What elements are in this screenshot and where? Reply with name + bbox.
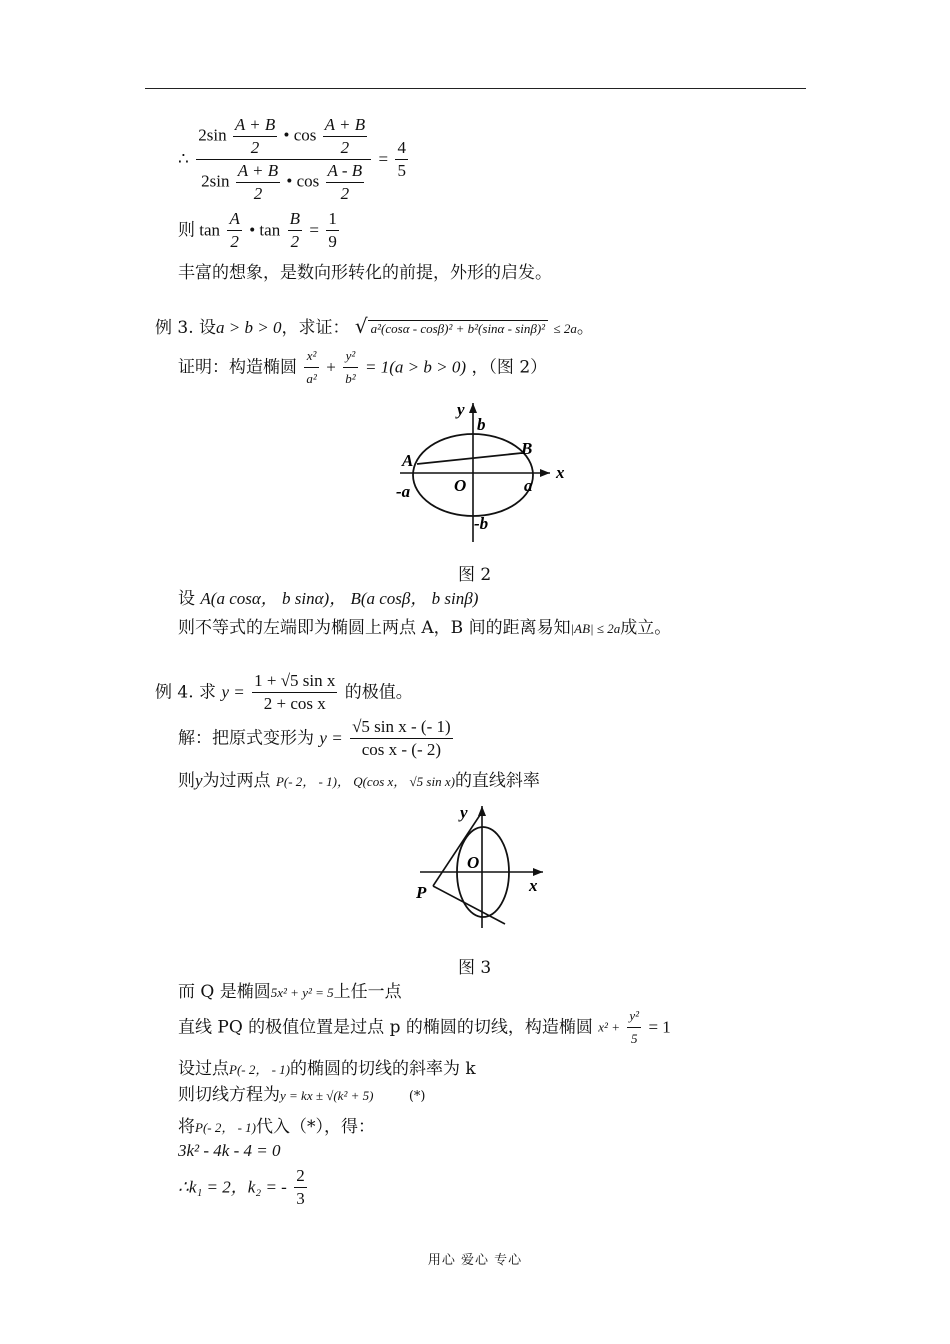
remark-text: 丰富的想象，是数向形转化的前提，外形的启发。 (178, 263, 552, 283)
concl-text: 则不等式的左端即为椭圆上两点 A，B 间的距离易知 (178, 618, 571, 638)
slope-text: 为过两点 (202, 771, 271, 791)
tangent-den: 5 (630, 1031, 638, 1046)
example3-statement (155, 315, 594, 340)
num-frac2-top: A + B (323, 114, 367, 137)
figure-2-caption: 图 2 (458, 565, 492, 585)
ex4-quadratic: 3k² - 4k - 4 = 0 (178, 1141, 281, 1160)
ex4-head: 例 4. 求 (155, 682, 217, 703)
slope-end: 的直线斜率 (454, 771, 540, 791)
tan1-den: 2 (230, 232, 239, 251)
slope-then: 则 (178, 771, 195, 791)
roots-num: 2 (294, 1165, 307, 1188)
tan2-num: B (288, 208, 302, 231)
rhs-den: 5 (397, 161, 406, 180)
y-equals: y = (319, 728, 343, 748)
fig2-point-a-label: A (402, 451, 414, 470)
fig2-neg-b-label: -b (474, 514, 489, 533)
set-text: 设过点 (178, 1059, 229, 1079)
res-den: 9 (328, 232, 337, 251)
figure-3-caption: 图 3 (458, 958, 492, 978)
then-tan: 则 tan (178, 220, 221, 240)
tangent-rhs: = 1 (648, 1017, 671, 1037)
rhs-num: 4 (395, 137, 408, 160)
q-ellipse-eq: 5x² + y² = 5 (270, 985, 334, 1000)
ex3-proof-line (178, 345, 547, 390)
ex4-q-on-ellipse (178, 981, 402, 1004)
rhs-fraction (395, 137, 408, 182)
fig3-origin-label: O (467, 853, 480, 872)
num-frac1-top: A + B (233, 114, 277, 137)
roots-den: 3 (296, 1189, 305, 1208)
example4-statement (155, 670, 413, 715)
den-frac2-top: A - B (326, 160, 365, 183)
equals-sign: = (378, 149, 389, 169)
set-points: A(a cosα， b sinα)， B(a cosβ， b sinβ) (200, 589, 479, 608)
ex3-prove: ，求证： (281, 318, 350, 338)
ex3-conclusion (178, 617, 671, 640)
plus-sign: + (326, 357, 336, 377)
g-num: √5 sin x - (- 1) (350, 716, 453, 739)
ex4-roots (178, 1165, 309, 1210)
ellipse-y-den: b² (345, 371, 356, 386)
ex3-head: 例 3. 设 (155, 318, 217, 338)
figure-3-tangent (412, 798, 552, 938)
sub-text: 将 (178, 1117, 195, 1137)
figure-2-ellipse (390, 395, 575, 545)
slope-y: y (195, 771, 203, 790)
fig2-x-label: x (556, 463, 565, 482)
ex4-tangent-line (178, 1005, 671, 1050)
fig2-origin-label: O (454, 476, 467, 495)
den-frac2-bottom: 2 (340, 184, 350, 203)
tan1-num: A (227, 208, 241, 231)
ex4-solution (178, 716, 455, 761)
num-frac1-bottom: 2 (250, 138, 260, 157)
roots-text: ∴k₁ = 2，k₂ = - (178, 1177, 287, 1197)
ex3-condition: a > b > 0 (216, 318, 282, 337)
den-frac1-bottom: 2 (253, 184, 263, 203)
page-footer: 用心 爱心 专心 (427, 1253, 523, 1268)
fig2-point-b-label: B (521, 439, 533, 458)
ex4-tail: 的极值。 (344, 682, 413, 703)
fig3-y-label: y (460, 803, 468, 822)
slope-points: P(- 2， - 1)， Q(cos x， √5 sin x) (275, 774, 455, 789)
proof-lead: 证明：构造椭圆 (178, 357, 297, 378)
fig2-y-label: y (457, 400, 465, 419)
ex3-ineq: ≤ 2a (553, 321, 577, 336)
ellipse-y-num: y² (343, 345, 357, 368)
fig2-b-label: b (477, 415, 486, 434)
eqn-text: 则切线方程为 (178, 1085, 280, 1105)
ex4-tangent-eq (178, 1084, 426, 1108)
set-lead: 设 (178, 589, 195, 609)
dot-tan: • tan (249, 220, 281, 240)
ex4-set-slope (178, 1058, 476, 1081)
equals-sign: = (309, 220, 320, 240)
den-cos: • cos (286, 171, 320, 191)
y-equals: y = (221, 682, 245, 702)
sub-end: 代入（*），得： (256, 1117, 376, 1137)
fig2-a-label: a (524, 476, 533, 495)
res-num: 1 (326, 208, 339, 231)
f-num: 1 + √5 sin x (252, 670, 337, 693)
ellipse-x-num: x² (304, 345, 318, 368)
tangent-num: y² (627, 1005, 641, 1028)
therefore-symbol: ∴ (178, 149, 189, 170)
fig3-x-label: x (529, 876, 538, 895)
ex4-substitute (178, 1116, 375, 1139)
fig2-ref: ，（图 2） (471, 357, 548, 378)
ellipse-x-den: a² (306, 371, 317, 386)
tan-product-line (178, 208, 341, 253)
eqn-tag: (*) (408, 1089, 426, 1104)
num-frac2-bottom: 2 (340, 138, 350, 157)
q-text: 而 Q 是椭圆 (178, 982, 271, 1002)
f-den: 2 + cos x (263, 694, 326, 713)
ex4-slope-line (178, 770, 540, 793)
den-sin: 2sin (201, 171, 230, 191)
derivation-line (178, 114, 410, 205)
g-den: cos x - (- 2) (361, 740, 442, 759)
concl-end: 成立。 (620, 618, 672, 638)
sol-lead: 解：把原式变形为 (178, 728, 314, 749)
tan2-den: 2 (290, 232, 300, 251)
sqrt-body: a²(cosα - cosβ)² + b²(sinα - sinβ)² (368, 320, 548, 336)
num-cos: • cos (283, 125, 317, 145)
sub-point: P(- 2， - 1) (195, 1120, 257, 1135)
eqn-math: y = kx ± √(k² + 5) (280, 1088, 374, 1103)
ex3-set-line (178, 588, 478, 610)
sqrt-sign: √ (354, 314, 368, 338)
tangent-text: 直线 PQ 的极值位置是过点 p 的椭圆的切线，构造椭圆 (178, 1017, 593, 1038)
q-end: 上任一点 (333, 982, 402, 1002)
set-end: 的椭圆的切线的斜率为 k (290, 1059, 476, 1079)
big-fraction (196, 114, 371, 205)
ex3-dot: 。 (576, 318, 594, 338)
fig2-neg-a-label: -a (396, 482, 411, 501)
num-sin: 2sin (198, 125, 227, 145)
concl-math: |AB| ≤ 2a (570, 621, 621, 636)
set-point: P(- 2， - 1) (229, 1062, 291, 1077)
ellipse-rhs: = 1(a > b > 0) (365, 357, 467, 377)
fig3-point-p-label: P (416, 883, 427, 902)
tangent-x: x² + (598, 1019, 620, 1035)
den-frac1-top: A + B (236, 160, 280, 183)
header-rule (145, 88, 806, 89)
